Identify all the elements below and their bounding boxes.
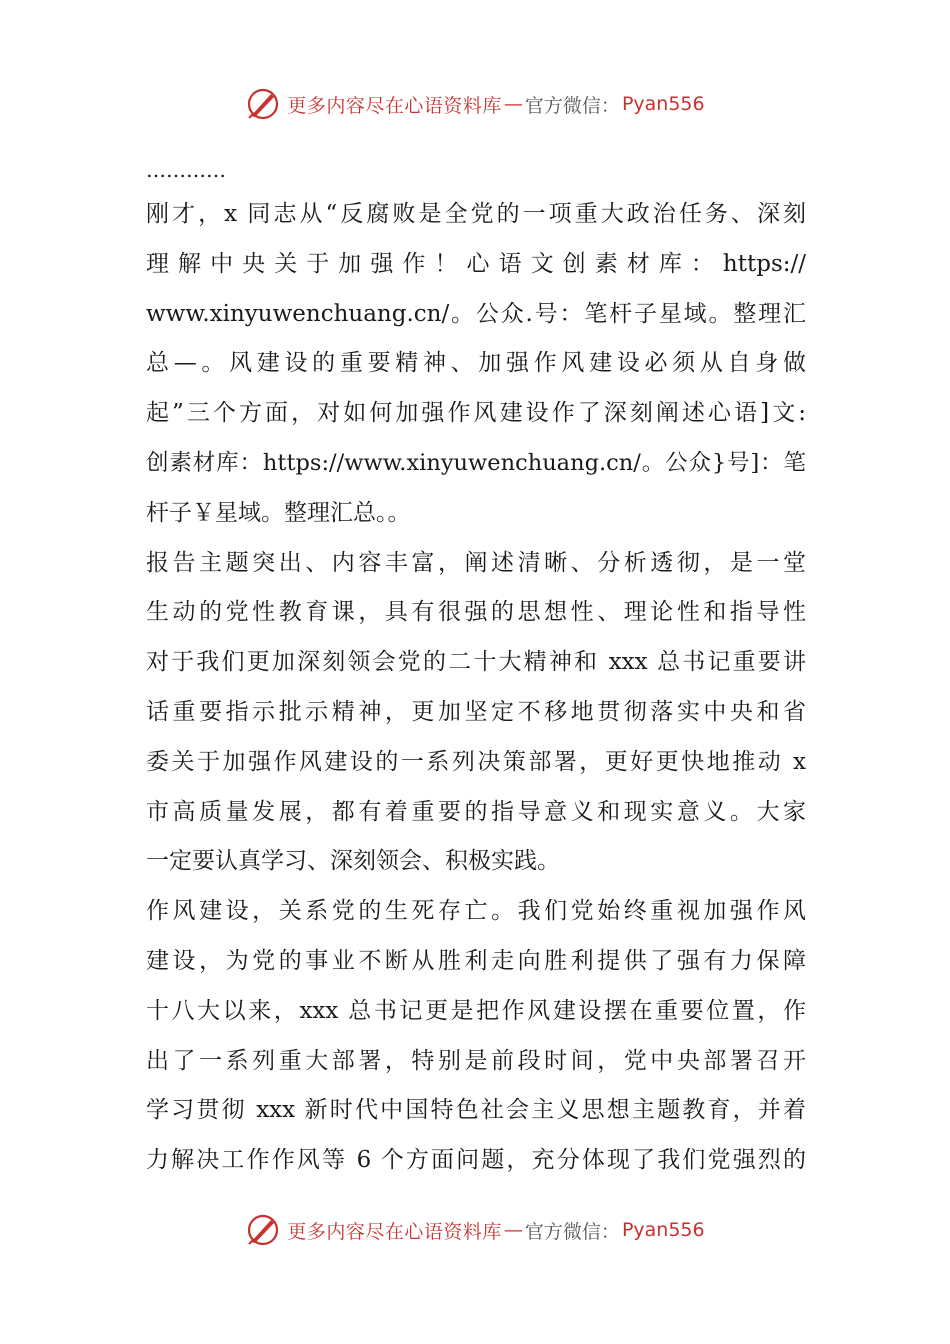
text-line: 力解决工作作风等 6 个方面问题，充分体现了我们党强烈的: [146, 1147, 806, 1174]
text-line: 作风建设，关系党的生死存亡。我们党始终重视加强作风: [146, 898, 806, 925]
text-line: 刚才，x 同志从“反腐败是全党的一项重大政治任务、深刻: [146, 201, 806, 227]
quill-pen-logo-icon: [245, 86, 281, 122]
text-line: 对于我们更加深刻领会党的二十大精神和 xxx 总书记重要讲: [146, 649, 806, 676]
brand-text: 更多内容尽在心语资料库: [287, 1220, 502, 1243]
text-line: 报告主题突出、内容丰富，阐述清晰、分析透彻，是一堂: [146, 549, 806, 576]
text-line: 建设，为党的事业不断从胜利走向胜利提供了强有力保障: [146, 947, 806, 974]
banner-dash: —: [503, 93, 523, 115]
wechat-label: 官方微信：: [524, 1220, 620, 1243]
text-line: 委关于加强作风建设的一系列决策部署，更好更快地推动 x: [146, 748, 806, 775]
text-line: …………: [146, 158, 226, 182]
text-line: 市高质量发展，都有着重要的指导意义和现实意义。大家: [146, 798, 806, 825]
text-line: 起”三个方面，对如何加强作风建设作了深刻阐述心语]文:: [146, 400, 806, 427]
text-line: 十八大以来，xxx 总书记更是把作风建设摆在重要位置，作: [146, 997, 806, 1024]
quill-pen-logo-icon: [245, 1212, 281, 1248]
text-line: 总—。风建设的重要精神、加强作风建设必须从自身做: [146, 350, 806, 377]
brand-text: 更多内容尽在心语资料库: [287, 94, 502, 117]
text-line: 学习贯彻 xxx 新时代中国特色社会主义思想主题教育，并着: [146, 1097, 806, 1124]
header-banner: [0, 82, 950, 126]
document-body: [146, 150, 806, 1186]
text-line: 理 解 中 央 关 于 加 强 作 ！ 心 语 文 创 素 材 库 ： https://: [146, 250, 806, 277]
text-line: 创素材库：https://www.xinyuwenchuang.cn/。公众}号]：笔: [146, 449, 806, 476]
text-line: 出了一系列重大部署，特别是前段时间，党中央部署召开: [146, 1047, 806, 1074]
text-line: 生动的党性教育课，具有很强的思想性、理论性和指导性: [146, 599, 806, 626]
footer-banner: [0, 1208, 950, 1252]
text-line: 一定要认真学习、深刻领会、积极实践。: [146, 848, 560, 875]
banner-dash: —: [503, 1219, 523, 1241]
text-line: www.xinyuwenchuang.cn/。公众.号：笔杆子星域。整理汇: [146, 300, 806, 327]
text-line: 杆子￥星域。整理汇总。。: [146, 499, 411, 526]
text-line: 话重要指示批示精神，更加坚定不移地贯彻落实中央和省: [146, 698, 806, 725]
wechat-label: 官方微信：: [524, 94, 620, 117]
wechat-id: Pyan556: [621, 1219, 705, 1241]
wechat-id: Pyan556: [621, 93, 705, 115]
